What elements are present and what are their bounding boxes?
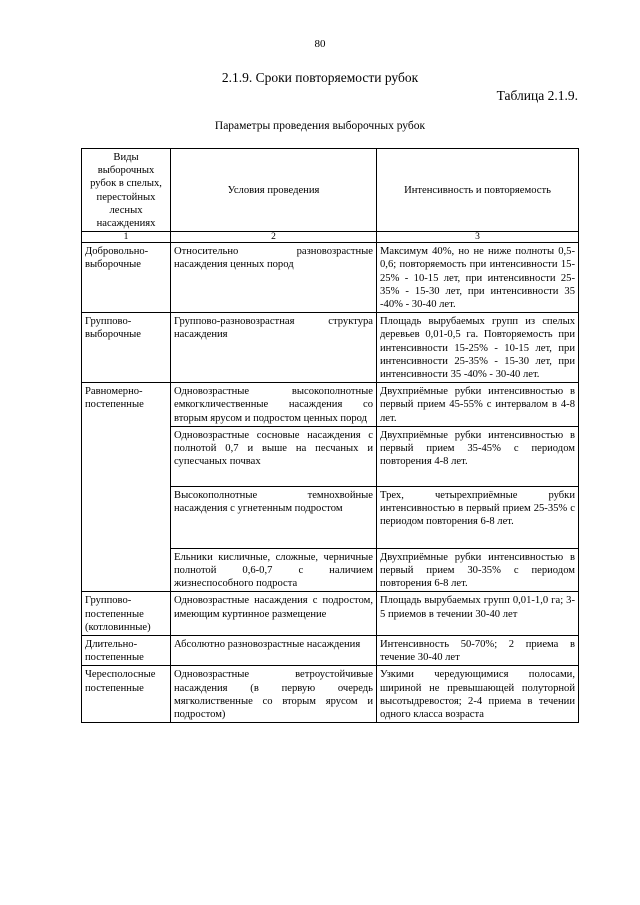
- cutting-type: Равномерно-постепенные: [82, 383, 171, 592]
- selective-cutting-table: [81, 148, 579, 723]
- cutting-type: Группово-выборочные: [82, 313, 171, 383]
- cutting-intensity: Площадь вырубаемых групп 0,01-1,0 га; 3-5 приемов в течении 30-40 лет: [377, 592, 579, 636]
- column-number: 3: [377, 232, 579, 243]
- table-label: Таблица 2.1.9.: [496, 88, 578, 103]
- column-numbers-row: [82, 232, 579, 243]
- section-title: 2.1.9. Сроки повторяемости рубок: [221, 70, 419, 85]
- cutting-intensity: Узкими чередующимися полосами, шириной не превышающей полуторной высотыдревостоя; 2-4 приема в течении одного класса возраста: [377, 666, 579, 723]
- header-intensity: Интенсивность и повторяемость: [377, 149, 579, 232]
- header-conditions: Условия проведения: [171, 149, 377, 232]
- page-number: 80: [314, 38, 326, 50]
- cutting-type: Длительно-постепенные: [82, 636, 171, 666]
- table-row: [82, 383, 579, 427]
- cutting-condition: Ельники кисличные, сложные, черничные полнотой 0,6-0,7 с наличием жизнеспособного подроста: [171, 548, 377, 592]
- cutting-condition: Абсолютно разновозрастные насаждения: [171, 636, 377, 666]
- cutting-condition: Одновозрастные насаждения с подростом, имеющим куртинное размещение: [171, 592, 377, 636]
- cutting-intensity: Двухприёмные рубки интенсивностью в первый прием 35-45% с периодом повторения 4-8 лет.: [377, 426, 579, 486]
- cutting-condition: Группово-разновозрастная структура насаждения: [171, 313, 377, 383]
- cutting-intensity: Двухприёмные рубки интенсивностью в первый прием 30-35% с периодом повторения 6-8 лет.: [377, 548, 579, 592]
- cutting-intensity: Интенсивность 50-70%; 2 приема в течение 30-40 лет: [377, 636, 579, 666]
- column-number: 1: [82, 232, 171, 243]
- cutting-condition: Одновозрастные высокополнотные емкогкличественные насаждения со вторым ярусом и подростом ценных пород: [171, 383, 377, 427]
- table-row: [82, 243, 579, 313]
- cutting-intensity: Максимум 40%, но не ниже полноты 0,5-0,6; повторяемость при интенсивности 15-25% - 10-15 лет, при интенсивности 25-35% - 15-30 лет, при интенсивности 35 -40% - 30-40 лет.: [377, 243, 579, 313]
- table-row: [82, 592, 579, 636]
- cutting-intensity: Двухприёмные рубки интенсивностью в первый прием 45-55% с интервалом в 4-8 лет.: [377, 383, 579, 427]
- column-number: 2: [171, 232, 377, 243]
- cutting-condition: Одновозрастные ветроустойчивые насаждения (в первую очередь мягколиственные со вторым ярусом и подростом): [171, 666, 377, 723]
- cutting-type: Чересполосные постепенные: [82, 666, 171, 723]
- cutting-type: Группово-постепенные (котловинные): [82, 592, 171, 636]
- cutting-intensity: Трех, четырехприёмные рубки интенсивностью в первый прием 25-35% с периодом повторения 6-8 лет.: [377, 486, 579, 548]
- header-type: Виды выборочных рубок в спелых, перестойных лесных насаждениях: [82, 149, 171, 232]
- cutting-condition: Высокополнотные темнохвойные насаждения с угнетенным подростом: [171, 486, 377, 548]
- table-row: [82, 313, 579, 383]
- cutting-intensity: Площадь вырубаемых групп из спелых деревьев 0,01-0,5 га. Повторяемость при интенсивности 15-25% - 10-15 лет, при интенсивности 25-35% - 15-30 лет, при интенсивности 35 -40% - 30-40 лет.: [377, 313, 579, 383]
- table-row: [82, 666, 579, 723]
- cutting-condition: Одновозрастные сосновые насаждения с полнотой 0,7 и выше на песчаных и супесчаных почвах: [171, 426, 377, 486]
- cutting-condition: Относительно разновозрастные насаждения ценных пород: [171, 243, 377, 313]
- table-caption: Параметры проведения выборочных рубок: [214, 120, 426, 132]
- cutting-type: Добровольно-выборочные: [82, 243, 171, 313]
- table-row: [82, 636, 579, 666]
- header-row: [82, 149, 579, 232]
